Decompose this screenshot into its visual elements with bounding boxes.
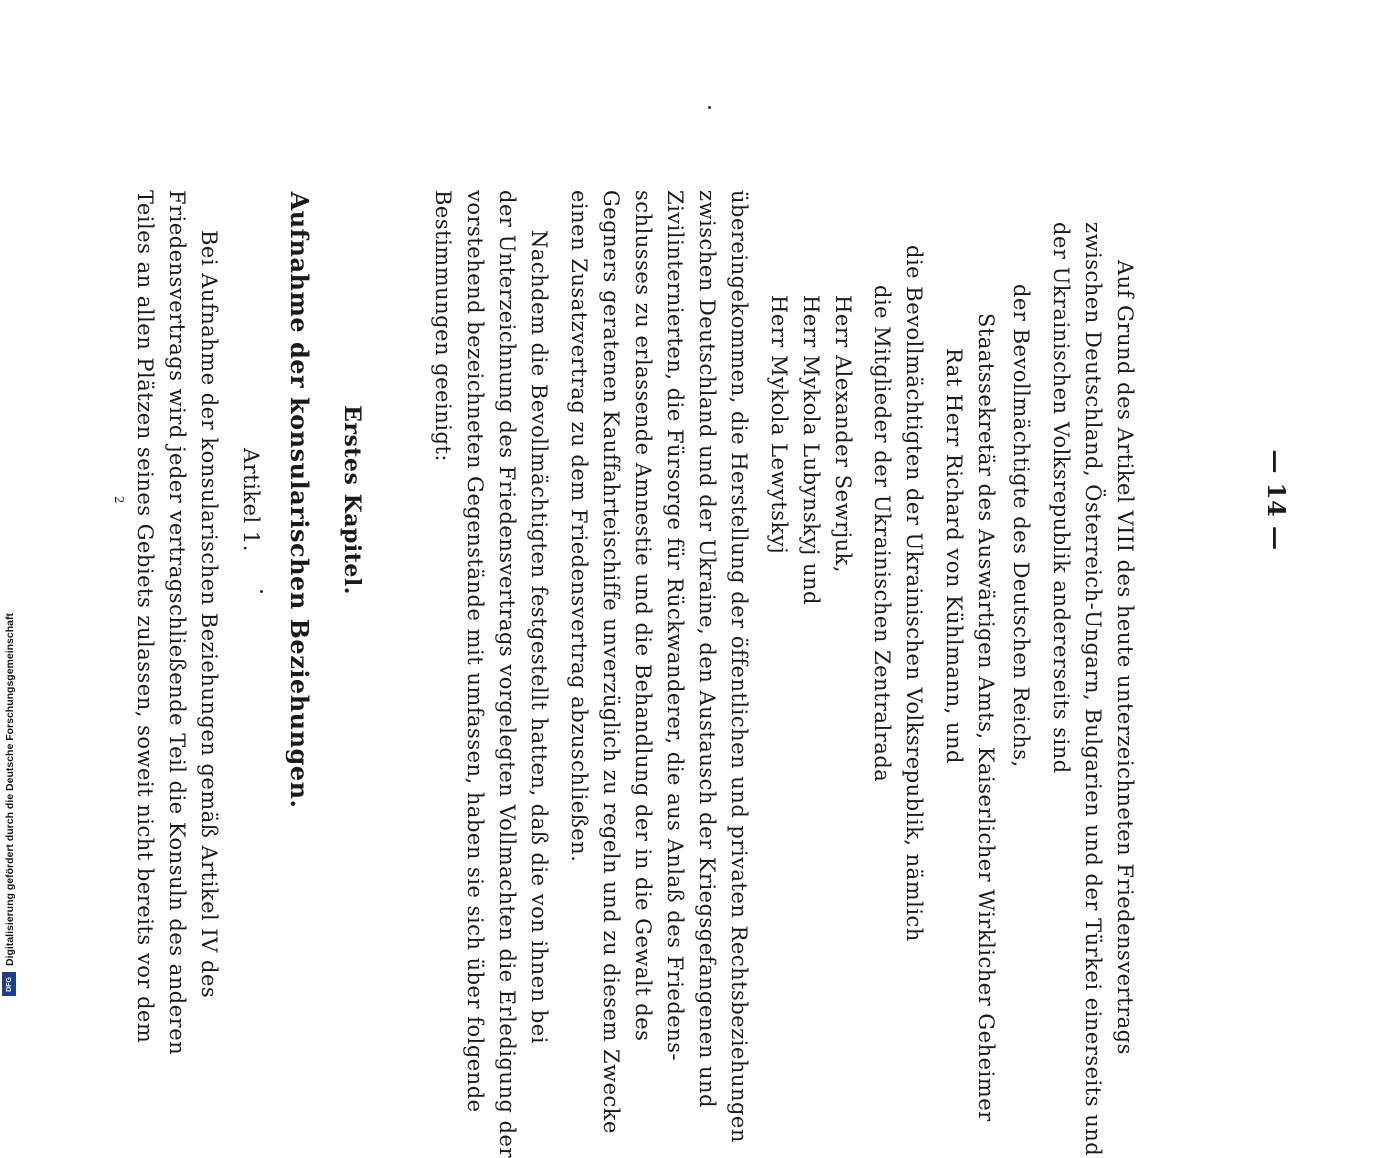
kuehlmann-line-1: Staatssekretär des Auswärtigen Amts, Kaiserlicher Wirklicher Geheimer [974, 313, 998, 1122]
article-title: Artikel 1. [239, 448, 263, 552]
intro-line-3: der Ukrainischen Volksrepublik andererseits sind [1049, 222, 1073, 774]
article-line-2: Friedensvertrags wird jeder vertragschließende Teil die Konsuln des anderen [165, 190, 189, 1056]
resolution-line-3: vorstehend bezeichneten Gegenstände mit umfassen, haben sie sich über folgende [463, 190, 487, 1113]
chapter-title: Erstes Kapitel. [339, 405, 365, 595]
article-line-1: Bei Aufnahme der konsularischen Beziehungen gemäß Artikel IV des [197, 230, 221, 999]
scan-speck [260, 590, 263, 593]
intro-line-1: Auf Grund des Artikel VIII des heute unterzeichneten Friedensvertrags [1113, 260, 1137, 1055]
agreement-line-4: schlusses zu erlassende Amnestie und die Behandlung der in die Gewalt des [631, 190, 655, 1042]
agreement-line-1: übereingekommen, die Herstellung der öffentlichen und privaten Rechtsbeziehungen [727, 190, 751, 1143]
footer-strip [0, 600, 18, 1000]
agreement-line-3: Zivilinternierten, die Fürsorge für Rückwanderer, die aus Anlaß des Friedens- [663, 190, 687, 1062]
name-sewrjuk: Herr Alexander Sewrjuk, [831, 295, 855, 574]
sheet-mark: 2 [112, 495, 126, 505]
name-lubynskyj: Herr Mykola Lubynskyj und [799, 295, 823, 605]
agreement-line-2: zwischen Deutschland und der Ukraine, den Austausch der Kriegsgefangenen und [695, 190, 719, 1109]
name-lewytskyj: Herr Mykola Lewytskyj [767, 295, 791, 555]
chapter-subtitle: Aufnahme der konsularischen Beziehungen. [285, 191, 314, 809]
resolution-line-4: Bestimmungen geeinigt: [431, 190, 455, 462]
agreement-line-5: Gegners geratenen Kauffahrteischiffe unverzüglich zu regeln und zu diesem Zwecke [599, 190, 623, 1134]
scan-speck [708, 106, 711, 109]
resolution-line-2: der Unterzeichnung des Friedensvertrags vorgelegten Vollmachten die Erledigung der [495, 190, 519, 1158]
agreement-line-6: einen Zusatzvertrag zu dem Friedensvertrag abzuschließen. [567, 190, 591, 863]
plenipotentiary-ua-line-2: die Mitglieder der Ukrainischen Zentralrada [870, 285, 894, 783]
plenipotentiary-de: der Bevollmächtigte des Deutschen Reichs, [1009, 284, 1033, 768]
funding-notice: Digitalisierung gefördert durch die Deutsche Forschungsgemeinschaft [4, 613, 16, 966]
resolution-line-1: Nachdem die Bevollmächtigten festgestellt hatten, daß die von ihnen bei [527, 230, 551, 1044]
plenipotentiary-ua-line-1: die Bevollmächtigten der Ukrainischen Volksrepublik, nämlich [902, 245, 926, 942]
dfg-logo [2, 972, 16, 996]
page-number: — 14 — [1262, 449, 1291, 551]
dfg-logo-text: DFG [5, 976, 13, 992]
intro-line-2: zwischen Deutschland, Österreich-Ungarn, Bulgarien und der Türkei einerseits und [1081, 222, 1105, 1157]
article-line-3: Teiles an allen Plätzen seines Gebiets zulassen, soweit nicht bereits vor dem [133, 190, 157, 1044]
kuehlmann-line-2: Rat Herr Richard von Kühlmann, und [942, 348, 966, 764]
